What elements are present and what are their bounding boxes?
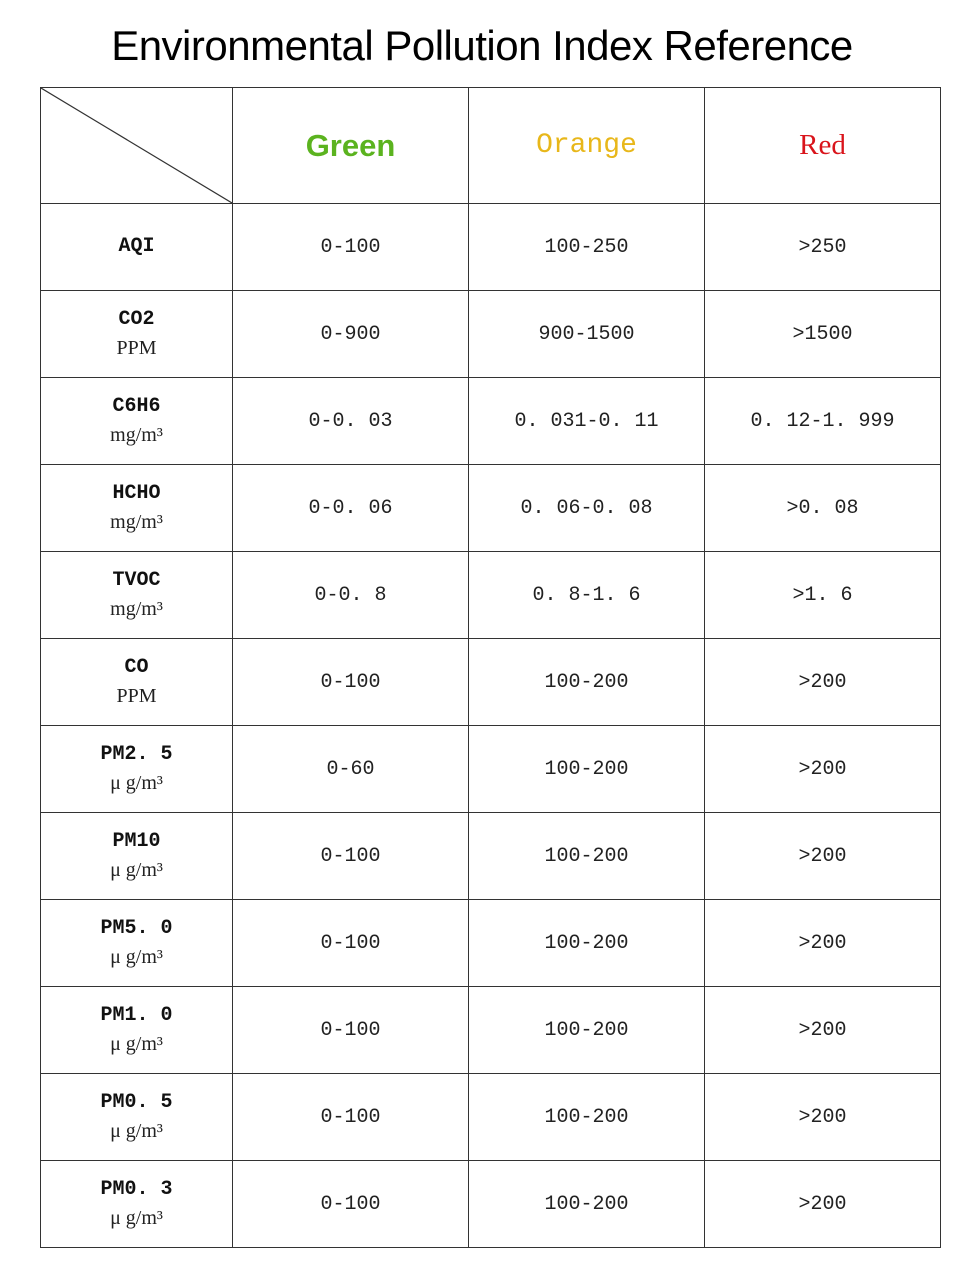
red-range-value: >200	[798, 757, 847, 781]
red-range-value: >200	[798, 844, 847, 868]
green-range-value: 0-100	[320, 1192, 381, 1216]
orange-range-value: 100-200	[544, 1018, 629, 1042]
table-row	[41, 204, 941, 291]
parameter-cell	[41, 987, 233, 1074]
parameter-unit: mg/m³	[110, 598, 163, 620]
green-range-value: 0-100	[320, 931, 381, 955]
green-range-cell	[233, 900, 469, 987]
red-range-value: >200	[798, 1105, 847, 1129]
orange-range-value: 100-250	[544, 235, 629, 259]
green-range-cell	[233, 465, 469, 552]
diagonal-corner-cell	[41, 88, 233, 204]
parameter-unit: mg/m³	[110, 424, 163, 446]
orange-range-value: 100-200	[544, 844, 629, 868]
orange-range-value: 0. 031-0. 11	[514, 409, 659, 433]
table-row	[41, 1161, 941, 1248]
orange-range-cell	[469, 900, 705, 987]
parameter-name: HCHO	[112, 482, 161, 505]
parameter-unit: μ g/m³	[110, 1033, 163, 1055]
parameter-cell	[41, 1074, 233, 1161]
green-range-value: 0-100	[320, 670, 381, 694]
red-range-value: 0. 12-1. 999	[750, 409, 895, 433]
orange-range-cell	[469, 1161, 705, 1248]
red-range-value: >1500	[792, 322, 853, 346]
green-range-cell	[233, 987, 469, 1074]
parameter-unit: mg/m³	[110, 511, 163, 533]
orange-range-cell	[469, 378, 705, 465]
green-range-cell	[233, 639, 469, 726]
parameter-name: CO2	[118, 308, 155, 331]
table-header-row	[41, 88, 941, 204]
red-range-cell	[705, 639, 941, 726]
red-range-value: >0. 08	[786, 496, 859, 520]
green-range-cell	[233, 1161, 469, 1248]
red-range-cell	[705, 552, 941, 639]
green-range-value: 0-0. 03	[308, 409, 393, 433]
red-range-cell	[705, 204, 941, 291]
column-header-red-label: Red	[799, 129, 846, 161]
orange-range-value: 100-200	[544, 670, 629, 694]
red-range-cell	[705, 291, 941, 378]
green-range-value: 0-100	[320, 1018, 381, 1042]
column-header-orange-label: Orange	[536, 130, 637, 161]
green-range-value: 0-60	[326, 757, 375, 781]
table-row	[41, 552, 941, 639]
green-range-cell	[233, 378, 469, 465]
parameter-name: AQI	[118, 235, 155, 258]
green-range-cell	[233, 204, 469, 291]
green-range-value: 0-100	[320, 844, 381, 868]
orange-range-cell	[469, 1074, 705, 1161]
orange-range-value: 100-200	[544, 1105, 629, 1129]
orange-range-cell	[469, 813, 705, 900]
green-range-value: 0-0. 06	[308, 496, 393, 520]
table-row	[41, 378, 941, 465]
red-range-value: >200	[798, 1192, 847, 1216]
parameter-unit: PPM	[116, 685, 157, 707]
table-row	[41, 813, 941, 900]
orange-range-value: 100-200	[544, 931, 629, 955]
green-range-value: 0-100	[320, 1105, 381, 1129]
parameter-name: PM2. 5	[100, 743, 173, 766]
red-range-value: >200	[798, 931, 847, 955]
parameter-name: PM1. 0	[100, 1004, 173, 1027]
diagonal-line	[41, 88, 232, 203]
table-row	[41, 291, 941, 378]
pollution-index-table	[40, 87, 941, 1248]
parameter-unit: μ g/m³	[110, 772, 163, 794]
orange-range-cell	[469, 726, 705, 813]
table-row	[41, 1074, 941, 1161]
page-title: Environmental Pollution Index Reference	[111, 22, 853, 69]
parameter-cell	[41, 552, 233, 639]
parameter-cell	[41, 1161, 233, 1248]
parameter-name: CO	[124, 656, 149, 679]
red-range-value: >250	[798, 235, 847, 259]
orange-range-cell	[469, 291, 705, 378]
parameter-cell	[41, 639, 233, 726]
parameter-name: PM0. 3	[100, 1178, 173, 1201]
parameter-cell	[41, 813, 233, 900]
red-range-cell	[705, 900, 941, 987]
red-range-cell	[705, 465, 941, 552]
table-row	[41, 639, 941, 726]
green-range-value: 0-900	[320, 322, 381, 346]
column-header-red	[705, 88, 941, 204]
parameter-cell	[41, 900, 233, 987]
red-range-cell	[705, 1074, 941, 1161]
parameter-name: C6H6	[112, 395, 161, 418]
orange-range-value: 900-1500	[538, 322, 635, 346]
orange-range-value: 100-200	[544, 757, 629, 781]
parameter-unit: μ g/m³	[110, 946, 163, 968]
orange-range-value: 100-200	[544, 1192, 629, 1216]
red-range-cell	[705, 813, 941, 900]
orange-range-value: 0. 8-1. 6	[532, 583, 641, 607]
table-row	[41, 465, 941, 552]
green-range-cell	[233, 552, 469, 639]
red-range-cell	[705, 987, 941, 1074]
column-header-orange	[469, 88, 705, 204]
table-row	[41, 726, 941, 813]
orange-range-value: 0. 06-0. 08	[520, 496, 653, 520]
green-range-cell	[233, 291, 469, 378]
red-range-cell	[705, 726, 941, 813]
orange-range-cell	[469, 204, 705, 291]
column-header-green	[233, 88, 469, 204]
column-header-green-label: Green	[305, 127, 396, 163]
green-range-cell	[233, 1074, 469, 1161]
orange-range-cell	[469, 465, 705, 552]
red-range-value: >200	[798, 670, 847, 694]
parameter-unit: PPM	[116, 337, 157, 359]
parameter-name: PM5. 0	[100, 917, 173, 940]
parameter-cell	[41, 204, 233, 291]
parameter-name: PM0. 5	[100, 1091, 173, 1114]
green-range-value: 0-100	[320, 235, 381, 259]
parameter-unit: μ g/m³	[110, 1207, 163, 1229]
green-range-cell	[233, 726, 469, 813]
table-row	[41, 900, 941, 987]
red-range-value: >200	[798, 1018, 847, 1042]
green-range-value: 0-0. 8	[314, 583, 387, 607]
orange-range-cell	[469, 639, 705, 726]
parameter-cell	[41, 726, 233, 813]
orange-range-cell	[469, 552, 705, 639]
parameter-unit: μ g/m³	[110, 859, 163, 881]
orange-range-cell	[469, 987, 705, 1074]
parameter-name: PM10	[112, 830, 161, 853]
red-range-cell	[705, 378, 941, 465]
red-range-cell	[705, 1161, 941, 1248]
parameter-unit: μ g/m³	[110, 1120, 163, 1142]
parameter-cell	[41, 378, 233, 465]
red-range-value: >1. 6	[792, 583, 853, 607]
table-row	[41, 987, 941, 1074]
parameter-cell	[41, 465, 233, 552]
parameter-cell	[41, 291, 233, 378]
parameter-name: TVOC	[112, 569, 161, 592]
green-range-cell	[233, 813, 469, 900]
